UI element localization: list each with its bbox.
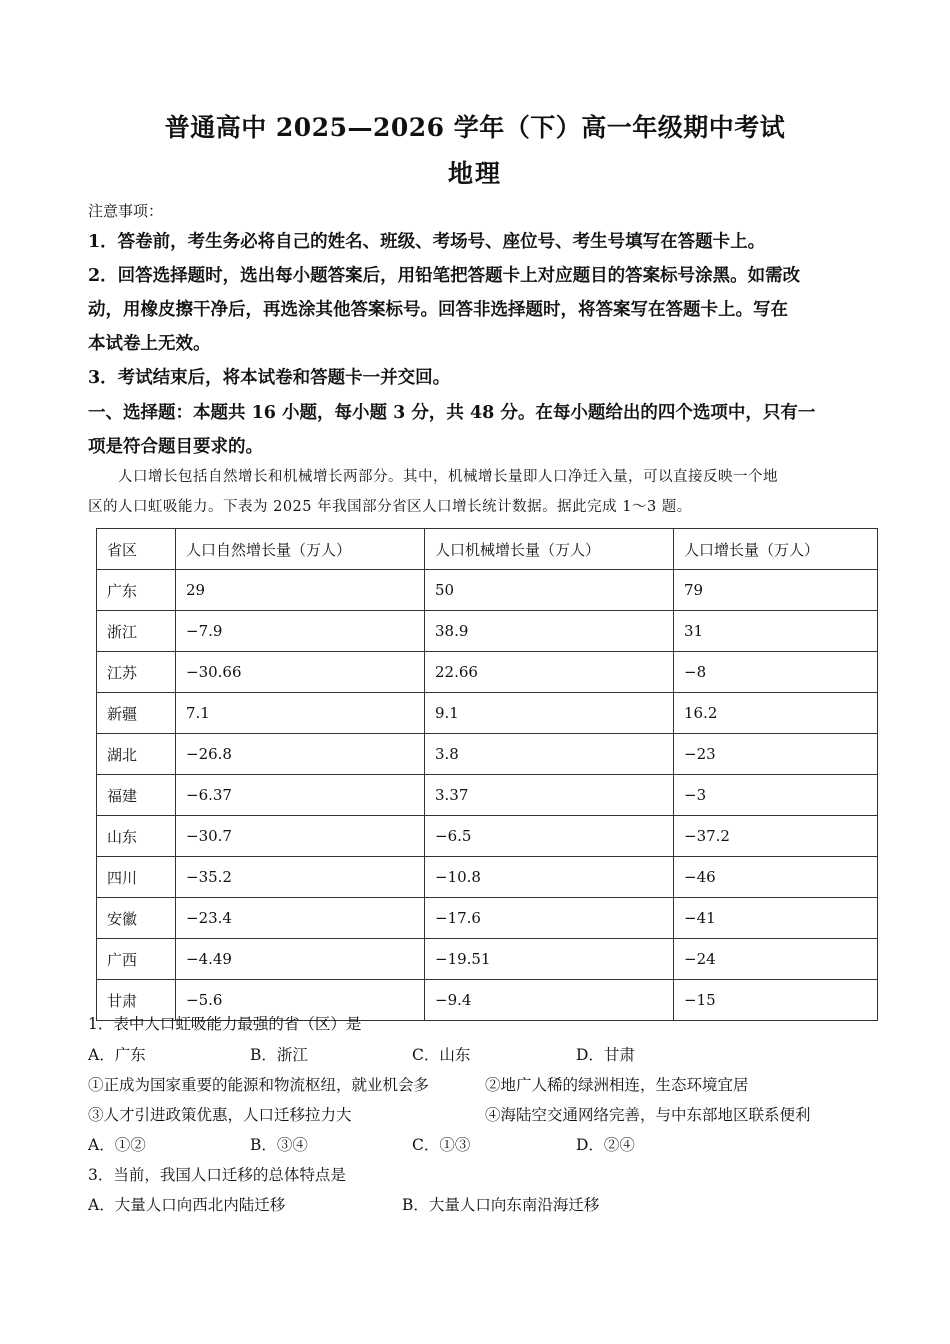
table-cell: 3.8	[425, 734, 674, 775]
table-cell: −19.51	[425, 939, 674, 980]
notice-line-2b: 动，用橡皮擦干净后，再选涂其他答案标号。回答非选择题时，将答案写在答题卡上。写在	[88, 300, 788, 320]
table-cell: −6.37	[176, 775, 425, 816]
table-cell: −4.49	[176, 939, 425, 980]
table-row	[97, 816, 878, 857]
table-cell: −23.4	[176, 898, 425, 939]
table-header-cell: 省区	[97, 529, 176, 570]
table-cell: 50	[425, 570, 674, 611]
table-cell: −9.4	[425, 980, 674, 1021]
table-cell: 广东	[97, 570, 176, 611]
table-row	[97, 898, 878, 939]
table-cell: 38.9	[425, 611, 674, 652]
table-cell: −3	[674, 775, 878, 816]
table-cell: −7.9	[176, 611, 425, 652]
exam-title: 普通高中 2025—2026 学年（下）高一年级期中考试	[164, 113, 786, 142]
table-row	[97, 611, 878, 652]
q1-option-c: C．山东	[412, 1046, 471, 1064]
table-cell: −24	[674, 939, 878, 980]
q2-option-d: D．②④	[576, 1136, 635, 1154]
table-row	[97, 775, 878, 816]
notice-line-3: 3．考试结束后，将本试卷和答题卡一并交回。	[88, 368, 451, 388]
table-row	[97, 857, 878, 898]
table-row	[97, 693, 878, 734]
table-cell: 广西	[97, 939, 176, 980]
table-cell: 7.1	[176, 693, 425, 734]
table-cell: 四川	[97, 857, 176, 898]
section-heading-line-1: 一、选择题：本题共 16 小题，每小题 3 分，共 48 分。在每小题给出的四个选项中，只有一	[88, 403, 816, 423]
q2-item-1: ①正成为国家重要的能源和物流枢纽，就业机会多	[88, 1076, 430, 1094]
table-cell: 安徽	[97, 898, 176, 939]
q3-stem: 3．当前，我国人口迁移的总体特点是	[88, 1166, 346, 1184]
table-cell: −8	[674, 652, 878, 693]
q2-item-2: ②地广人稀的绿洲相连，生态环境宜居	[485, 1076, 749, 1094]
table-body	[97, 529, 878, 1021]
table-cell: 22.66	[425, 652, 674, 693]
table-cell: −23	[674, 734, 878, 775]
table-row	[97, 939, 878, 980]
table-cell: −6.5	[425, 816, 674, 857]
q2-item-4: ④海陆空交通网络完善，与中东部地区联系便利	[485, 1106, 811, 1124]
q2-option-c: C．①③	[412, 1136, 471, 1154]
q2-item-3: ③人才引进政策优惠，人口迁移拉力大	[88, 1106, 352, 1124]
notice-line-2a: 2．回答选择题时，选出每小题答案后，用铅笔把答题卡上对应题目的答案标号涂黑。如需改	[88, 266, 801, 286]
table-row	[97, 570, 878, 611]
table-cell: −26.8	[176, 734, 425, 775]
table-cell: −30.7	[176, 816, 425, 857]
q3-option-a: A．大量人口向西北内陆迁移	[88, 1196, 286, 1214]
table-cell: −41	[674, 898, 878, 939]
table-cell: −35.2	[176, 857, 425, 898]
q1-option-b: B．浙江	[250, 1046, 308, 1064]
table-cell: 福建	[97, 775, 176, 816]
table-cell: 江苏	[97, 652, 176, 693]
table-row	[97, 734, 878, 775]
table-header-cell: 人口增长量（万人）	[674, 529, 878, 570]
table-cell: 79	[674, 570, 878, 611]
notice-heading: 注意事项：	[88, 202, 164, 220]
table-header-row	[97, 529, 878, 570]
table-cell: −30.66	[176, 652, 425, 693]
intro-line-2: 区的人口虹吸能力。下表为 2025 年我国部分省区人口增长统计数据。据此完成 1～3 题。	[88, 499, 692, 515]
table-cell: −5.6	[176, 980, 425, 1021]
table-cell: −37.2	[674, 816, 878, 857]
table-cell: 29	[176, 570, 425, 611]
table-cell: 甘肃	[97, 980, 176, 1021]
table-cell: 16.2	[674, 693, 878, 734]
table-header-cell: 人口机械增长量（万人）	[425, 529, 674, 570]
table-cell: −17.6	[425, 898, 674, 939]
table-cell: 9.1	[425, 693, 674, 734]
q1-stem: 1．表中人口虹吸能力最强的省（区）是	[88, 1015, 362, 1033]
table-cell: 湖北	[97, 734, 176, 775]
table-cell: 新疆	[97, 693, 176, 734]
table-header-cell: 人口自然增长量（万人）	[176, 529, 425, 570]
notice-line-1: 1．答卷前，考生务必将自己的姓名、班级、考场号、座位号、考生号填写在答题卡上。	[88, 232, 766, 252]
table-cell: 3.37	[425, 775, 674, 816]
q2-option-b: B．③④	[250, 1136, 308, 1154]
section-heading-line-2: 项是符合题目要求的。	[88, 437, 263, 457]
q1-option-a: A．广东	[88, 1046, 146, 1064]
table-cell: −15	[674, 980, 878, 1021]
population-growth-table	[96, 528, 878, 1021]
table-cell: 浙江	[97, 611, 176, 652]
table-cell: −10.8	[425, 857, 674, 898]
notice-line-2c: 本试卷上无效。	[88, 334, 211, 354]
q1-option-d: D．甘肃	[576, 1046, 635, 1064]
table-cell: −46	[674, 857, 878, 898]
intro-line-1: 人口增长包括自然增长和机械增长两部分。其中，机械增长量即人口净迁入量，可以直接反映一个地	[118, 469, 778, 485]
exam-subject: 地理	[447, 159, 502, 188]
table-cell: 山东	[97, 816, 176, 857]
table-cell: 31	[674, 611, 878, 652]
q3-option-b: B．大量人口向东南沿海迁移	[402, 1196, 600, 1214]
table-row	[97, 652, 878, 693]
q2-option-a: A．①②	[88, 1136, 146, 1154]
